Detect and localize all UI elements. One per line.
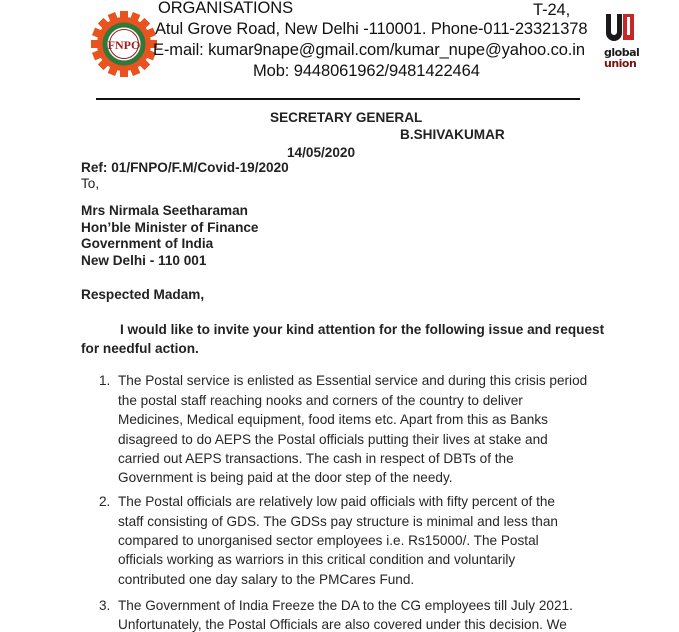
point-line: carried out AEPS transactions. The cash in respect of DBTs of the <box>118 451 514 466</box>
intro-line-2: for needful action. <box>81 341 199 356</box>
point-line: contributed one day salary to the PMCares Fund. <box>118 572 415 587</box>
point-line: Government is being paid at the door step of the needy. <box>118 470 453 485</box>
email[interactable]: E-mail: kumar9nape@gmail.com/kumar_nupe@yahoo.co.in <box>153 41 585 59</box>
addressee-line: Hon’ble Minister of Finance <box>81 220 259 235</box>
signatory-title: SECRETARY GENERAL <box>270 110 423 125</box>
header-divider <box>96 98 580 100</box>
point-line: officials working as warriors in this critical condition and voluntarily <box>118 552 516 567</box>
addressee-line: New Delhi - 110 001 <box>81 253 207 268</box>
uni-union-text: union <box>604 57 637 70</box>
signatory-name: B.SHIVAKUMAR <box>400 127 505 142</box>
point-line: the postal staff reaching nooks and corners of the country to deliver <box>118 393 523 408</box>
point-line <box>118 373 596 388</box>
plot-number: T-24, <box>533 1 571 19</box>
mobile: Mob: 9448061962/9481422464 <box>253 62 480 80</box>
addressee-line: Government of India <box>81 236 214 251</box>
point-line: staff consisting of GDS. The GDSs pay structure is minimal and less than <box>118 514 558 529</box>
point-line: compared to unorganised sector employees i.e. Rs15000/. The Postal <box>118 533 539 548</box>
svg-text:FNPO: FNPO <box>107 38 141 52</box>
salutation: Respected Madam, <box>81 287 205 302</box>
org-name: ORGANISATIONS <box>158 0 293 17</box>
point-line: The Government of India Freeze the DA to the CG employees till July 2021. <box>118 598 573 613</box>
point-line: Unfortunately, the Postal Officials are also covered under this decision. We <box>118 617 567 632</box>
point-line: Medicines, Medical equipment, food items etc. Apart from this as Banks <box>118 412 548 427</box>
point-line: disagreed to do AEPS the Postal officials putting their lives at stake and <box>118 432 548 447</box>
letter-date: 14/05/2020 <box>287 145 356 160</box>
point-number: 1. <box>99 373 111 388</box>
point-line: The Postal officials are relatively low paid officials with fifty percent of the <box>118 494 555 509</box>
intro-line-1: I would like to invite your kind attention for the following issue and request <box>120 322 605 337</box>
point-number: 2. <box>99 494 111 509</box>
point-text: The Postal service is enlisted as Essential service and during this crisis period <box>118 373 588 388</box>
reference-number: Ref: 01/FNPO/F.M/Covid-19/2020 <box>81 160 289 175</box>
address: Atul Grove Road, New Delhi -110001. Phone-011-23321378 <box>155 20 588 38</box>
fnpo-gear-emblem-icon <box>90 10 158 78</box>
uni-global-text: global <box>604 46 640 59</box>
addressee-line: Mrs Nirmala Seetharaman <box>81 203 248 218</box>
uni-global-union-logo-icon <box>604 12 640 72</box>
point-number: 3. <box>99 598 111 613</box>
to-label: To, <box>81 176 100 191</box>
